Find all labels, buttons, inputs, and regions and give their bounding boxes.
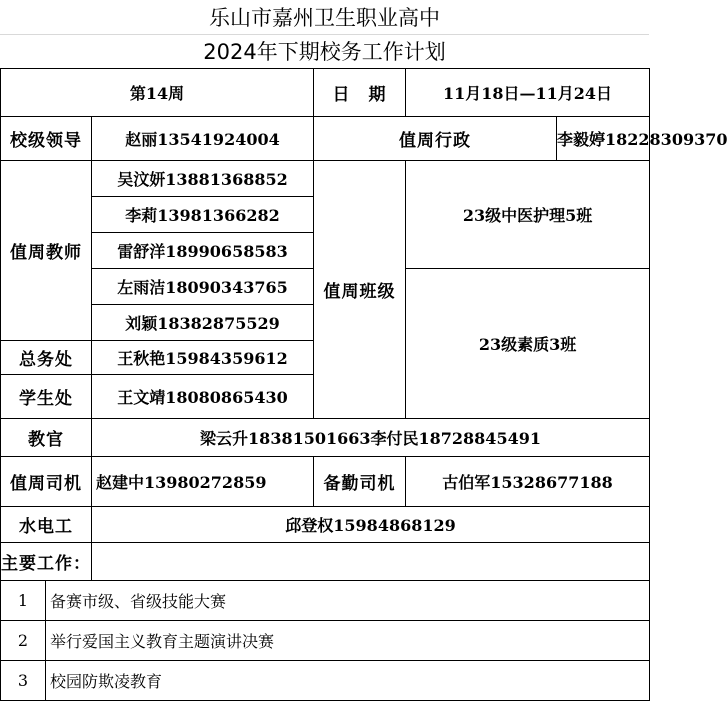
task-number: 1 xyxy=(1,581,46,621)
utilities-label: 水电工 xyxy=(1,507,92,543)
duty-class-2: 23级素质3班 xyxy=(406,269,650,419)
task-number: 2 xyxy=(1,621,46,661)
task-row xyxy=(1,581,650,621)
student-affairs-name: 王文靖18080865430 xyxy=(92,375,314,419)
utilities-name: 邱登权15984868129 xyxy=(92,507,650,543)
task-row xyxy=(1,621,650,661)
duty-teachers-label: 值周教师 xyxy=(1,161,92,341)
student-affairs-label: 学生处 xyxy=(1,375,92,419)
task-text: 备赛市级、省级技能大赛 xyxy=(46,581,650,621)
duty-class-label: 值周班级 xyxy=(314,161,406,419)
task-row xyxy=(1,661,650,701)
drivers-row xyxy=(1,457,650,507)
general-affairs-name: 王秋艳15984359612 xyxy=(92,341,314,375)
duty-teacher-name: 李莉13981366282 xyxy=(92,197,314,233)
school-title: 乐山市嘉州卫生职业高中 xyxy=(209,6,440,30)
logistics-driver-name: 古伯军15328677188 xyxy=(406,457,650,507)
leader-row xyxy=(1,117,650,161)
duty-driver-name: 赵建中13980272859 xyxy=(92,457,314,507)
task-text: 校园防欺凌教育 xyxy=(46,661,650,701)
duty-teacher-name: 左雨洁18090343765 xyxy=(92,269,314,305)
duty-teacher-row xyxy=(1,161,650,197)
main-work-row xyxy=(1,543,650,581)
instructors-names: 梁云升18381501663李付民18728845491 xyxy=(92,419,650,457)
duty-class-1: 23级中医护理5班 xyxy=(406,161,650,269)
utilities-row xyxy=(1,507,650,543)
task-text: 举行爱国主义教育主题演讲决赛 xyxy=(46,621,650,661)
main-work-blank xyxy=(92,543,650,581)
duty-teacher-name: 吴汶妍13881368852 xyxy=(92,161,314,197)
instructors-row xyxy=(1,419,650,457)
duty-admin-name: 李毅婷18228309370 xyxy=(557,117,650,161)
week-number: 第14周 xyxy=(1,69,314,117)
duty-driver-label: 值周司机 xyxy=(1,457,92,507)
duty-teacher-name: 雷舒洋18990658583 xyxy=(92,233,314,269)
leader-label: 校级领导 xyxy=(1,117,92,161)
duty-teacher-name: 刘颖18382875529 xyxy=(92,305,314,341)
logistics-driver-label: 备勤司机 xyxy=(314,457,406,507)
week-row xyxy=(1,69,650,117)
main-work-label: 主要工作： xyxy=(1,543,92,581)
schedule-table xyxy=(0,68,727,701)
task-number: 3 xyxy=(1,661,46,701)
general-affairs-label: 总务处 xyxy=(1,341,92,375)
plan-title: 2024年下期校务工作计划 xyxy=(203,40,446,64)
leader-name: 赵丽13541924004 xyxy=(92,117,314,161)
instructors-label: 教官 xyxy=(1,419,92,457)
duty-admin-label: 值周行政 xyxy=(314,117,557,161)
date-label: 日 期 xyxy=(314,69,406,117)
date-range: 11月18日—11月24日 xyxy=(406,69,650,117)
